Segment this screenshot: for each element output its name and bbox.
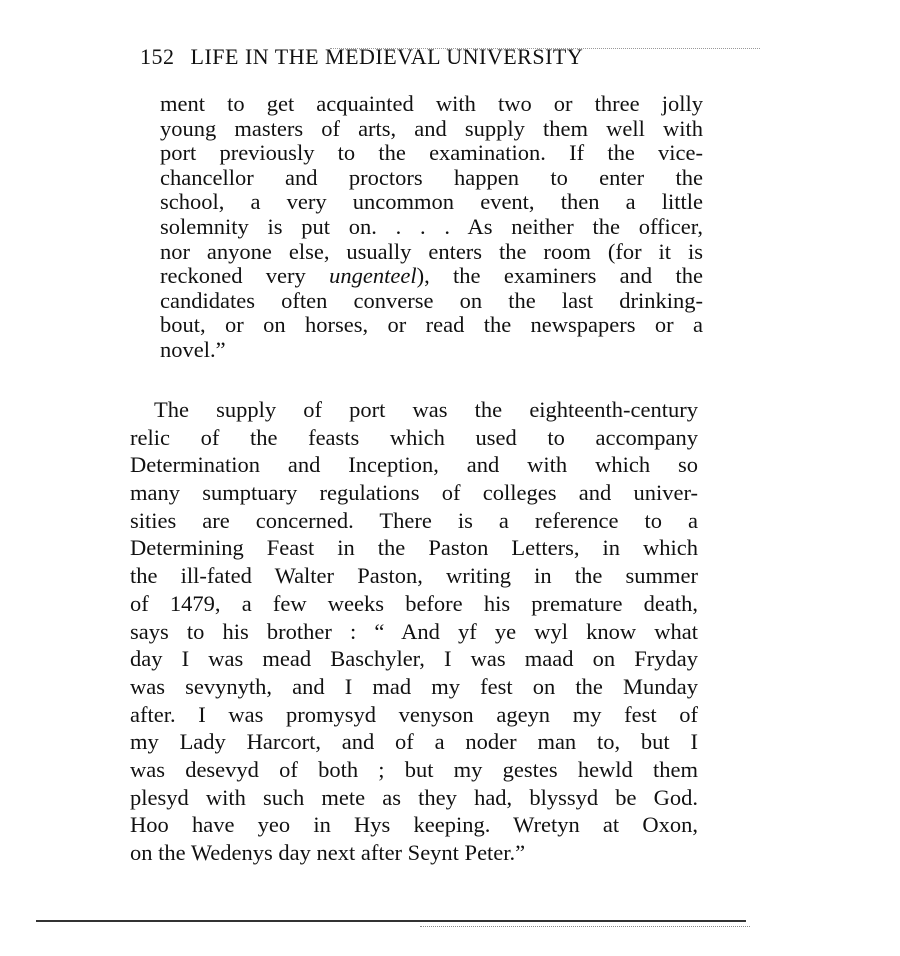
- text-line: The supply of port was the eighteenth-century: [154, 397, 698, 422]
- text-line: the ill-fated Walter Paston, writing in the summer: [130, 563, 698, 589]
- text-line: Determination and Inception, and with which so: [130, 452, 698, 478]
- text-line: day I was mead Baschyler, I was maad on Fryday: [130, 646, 698, 672]
- text-line: my Lady Harcort, and of a noder man to, but I: [130, 729, 698, 755]
- text-line: of 1479, a few weeks before his premature death,: [130, 590, 698, 616]
- text-line: solemnity is put on. . . . As neither the officer,: [160, 213, 703, 239]
- text-line: Hoo have yeo in Hys keeping. Wretyn at Oxon,: [130, 812, 698, 838]
- text-line: ment to get acquainted with two or three jolly: [160, 91, 703, 116]
- text-segment: reckoned very: [160, 263, 330, 289]
- scan-artifact-bottom: [420, 926, 750, 927]
- page-bottom-edge: [36, 920, 746, 922]
- italic-word: ungenteel: [329, 263, 417, 289]
- block-quote: [160, 92, 703, 363]
- text-line: sities are concerned. There is a reference to a: [130, 507, 698, 533]
- text-segment: ), the examiners and the: [416, 263, 703, 289]
- text-line: school, a very uncommon event, then a little: [160, 189, 703, 215]
- text-line: many sumptuary regulations of colleges and univer-: [130, 480, 698, 506]
- text-line: novel.”: [160, 336, 226, 362]
- text-line: after. I was promysyd venyson ageyn my fest of: [130, 701, 698, 727]
- text-line: chancellor and proctors happen to enter the: [160, 164, 703, 190]
- running-title: LIFE IN THE MEDIEVAL UNIVERSITY: [190, 44, 584, 69]
- text-line: nor anyone else, usually enters the room (for it is: [160, 238, 703, 264]
- body-paragraph: [130, 396, 698, 867]
- text-line: candidates often converse on the last drinking-: [160, 287, 703, 313]
- text-line: [160, 264, 703, 289]
- text-line: was desevyd of both ; but my gestes hewld them: [130, 756, 698, 782]
- text-line: bout, or on horses, or read the newspapers or a: [160, 312, 703, 338]
- text-line: young masters of arts, and supply them well with: [160, 115, 703, 141]
- page-number: 152: [140, 44, 175, 69]
- running-header: [140, 44, 695, 70]
- text-line: relic of the feasts which used to accompany: [130, 424, 698, 450]
- text-line: plesyd with such mete as they had, blyssyd be God.: [130, 784, 698, 810]
- text-line: on the Wedenys day next after Seynt Peter.”: [130, 840, 526, 865]
- text-line: says to his brother : “ And yf ye wyl know what: [130, 618, 698, 644]
- text-line: was sevynyth, and I mad my fest on the Munday: [130, 673, 698, 699]
- text-line: port previously to the examination. If the vice-: [160, 140, 703, 166]
- text-line: Determining Feast in the Paston Letters, in which: [130, 535, 698, 561]
